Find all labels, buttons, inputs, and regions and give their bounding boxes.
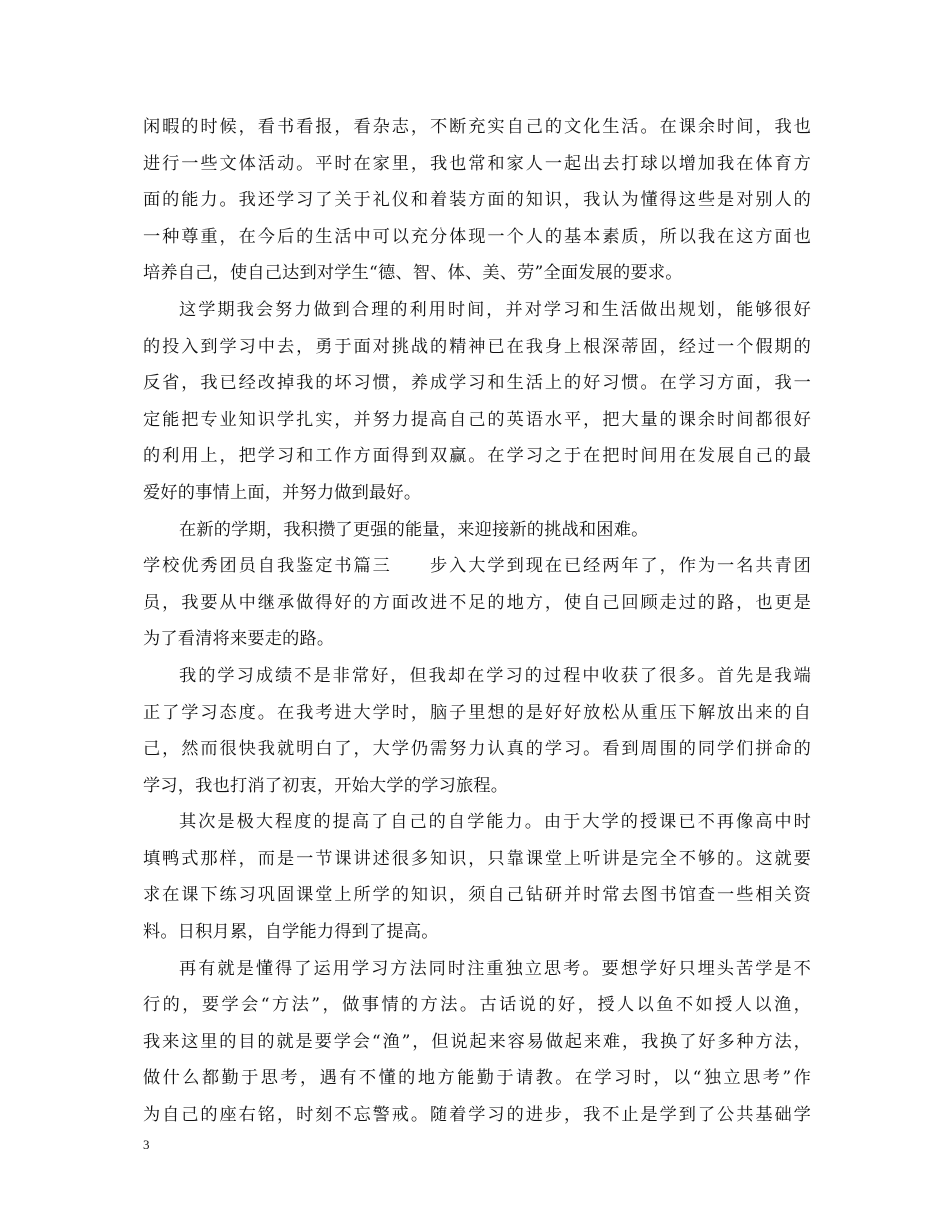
- text-line: 做什么都勤于思考，遇有不懂的地方能勤于请教。在学习时，以“独立思考”作: [143, 1068, 811, 1089]
- text-line: 为了看清将来要走的路。: [143, 629, 335, 650]
- text-line: 闲暇的时候，看书看报，看杂志，不断充实自己的文化生活。在课余时间，我也: [143, 117, 811, 137]
- body-text: [143, 109, 811, 1134]
- text-line: 在新的学期，我积攒了更强的能量，来迎接新的挑战和困难。: [179, 519, 649, 540]
- text-line: 学校优秀团员自我鉴定书篇三 步入大学到现在已经两年了，作为一名共青团: [143, 556, 811, 577]
- text-line: 面的能力。我还学习了关于礼仪和着装方面的知识，我认为懂得这些是对别人的: [143, 190, 811, 211]
- text-line: 料。日积月累，自学能力得到了提高。: [143, 922, 439, 943]
- text-line: 的投入到学习中去，勇于面对挑战的精神已在我身上根深蒂固，经过一个假期的: [143, 336, 811, 357]
- text-line: 员，我要从中继承做得好的方面改进不足的地方，使自己回顾走过的路，也更是: [143, 592, 811, 613]
- text-line: 反省，我已经改掉我的坏习惯，养成学习和生活上的好习惯。在学习方面，我一: [143, 373, 811, 394]
- text-line: 一种尊重，在今后的生活中可以充分体现一个人的基本素质，所以我在这方面也: [143, 226, 811, 247]
- text-line: 培养自己，使自己达到对学生“德、智、体、美、劳”全面发展的要求。: [143, 263, 683, 284]
- text-line: 这学期我会努力做到合理的利用时间，并对学习和生活做出规划，能够很好: [179, 299, 811, 320]
- page-number: 3: [143, 1137, 150, 1152]
- text-line: 再有就是懂得了运用学习方法同时注重独立思考。要想学好只埋头苦学是不: [179, 958, 811, 979]
- text-line: 行的，要学会“方法”，做事情的方法。古话说的好，授人以鱼不如授人以渔，: [143, 995, 811, 1016]
- text-line: 学习，我也打消了初衷，开始大学的学习旅程。: [143, 775, 509, 796]
- text-line: 爱好的事情上面，并努力做到最好。: [143, 482, 422, 503]
- text-line: 的利用上，把学习和工作方面得到双赢。在学习之于在把时间用在发展自己的最: [143, 446, 811, 467]
- text-line: 为自己的座右铭，时刻不忘警戒。随着学习的进步，我不止是学到了公共基础学: [143, 1105, 811, 1126]
- text-line: 求在课下练习巩固课堂上所学的知识，须自己钻研并时常去图书馆查一些相关资: [143, 885, 811, 906]
- text-line: 我来这里的目的就是要学会“渔”，但说起来容易做起来难，我换了好多种方法，: [143, 1031, 811, 1052]
- text-line: 进行一些文体活动。平时在家里，我也常和家人一起出去打球以增加我在体育方: [143, 153, 811, 174]
- text-line: 填鸭式那样，而是一节课讲述很多知识，只靠课堂上听讲是完全不够的。这就要: [143, 848, 811, 869]
- text-line: 其次是极大程度的提高了自己的自学能力。由于大学的授课已不再像高中时: [179, 812, 811, 833]
- text-line: 己，然而很快我就明白了，大学仍需努力认真的学习。看到周围的同学们拼命的: [143, 739, 811, 760]
- text-line: 定能把专业知识学扎实，并努力提高自己的英语水平，把大量的课余时间都很好: [143, 409, 811, 430]
- text-line: 我的学习成绩不是非常好，但我却在学习的过程中收获了很多。首先是我端: [179, 665, 811, 686]
- text-line: 正了学习态度。在我考进大学时，脑子里想的是好好放松从重压下解放出来的自: [143, 702, 811, 723]
